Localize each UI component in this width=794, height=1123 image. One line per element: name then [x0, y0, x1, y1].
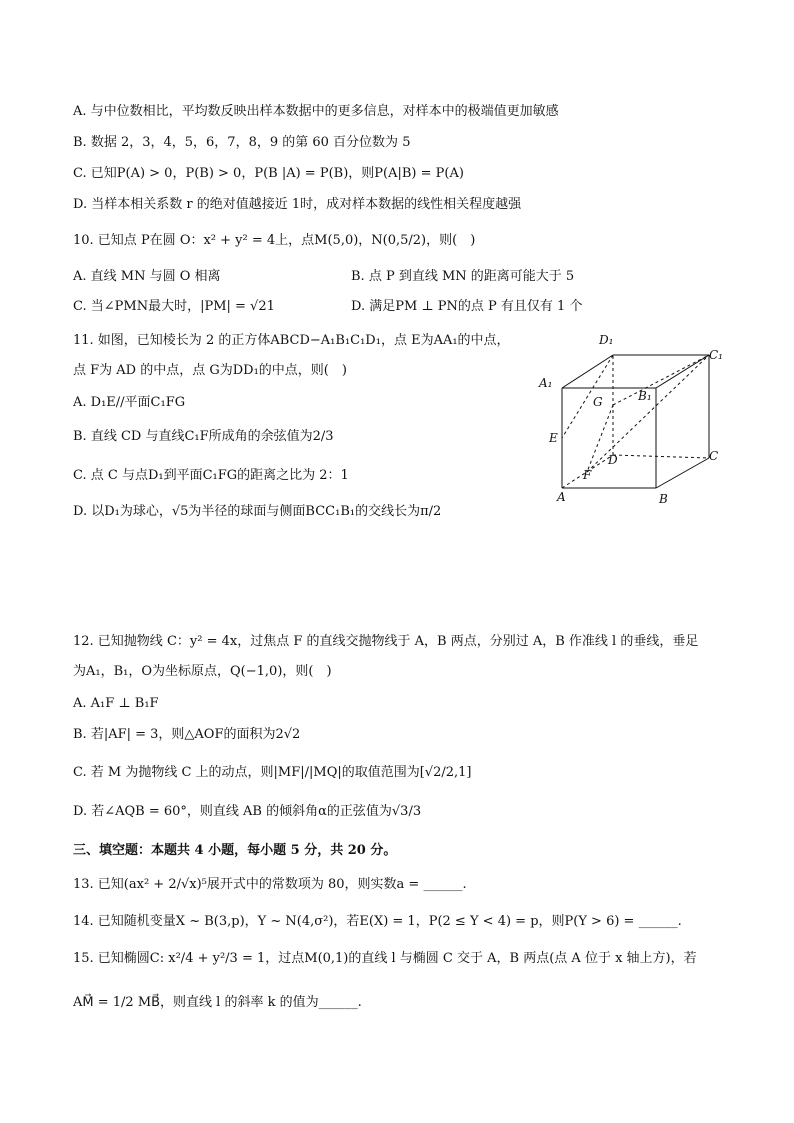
- option-12b: B. 若|AF| = 3，则△AOF的面积为2√2: [73, 727, 301, 742]
- cube-figure: [525, 325, 735, 515]
- question-12-stem-cont: 为A₁，B₁，O为坐标原点，Q(−1,0)，则( ): [73, 664, 332, 679]
- label-C1: C₁: [709, 348, 723, 362]
- edge-A1-D1: [562, 355, 613, 388]
- edge-D-C: [613, 455, 709, 458]
- label-C: C: [709, 449, 719, 463]
- option-11b: B. 直线 CD 与直线C₁F所成角的余弦值为2/3: [73, 429, 334, 444]
- option-10c: C. 当∠PMN最大时，|PM| = √21: [73, 299, 275, 314]
- label-A1: A₁: [539, 376, 553, 390]
- option-9a: A. 与中位数相比，平均数反映出样本数据中的更多信息，对样本中的极端值更加敏感: [73, 104, 559, 119]
- option-12a: A. A₁F ⊥ B₁F: [73, 696, 159, 711]
- label-F: F: [583, 468, 592, 482]
- option-10a: A. 直线 MN 与圆 O 相离: [73, 269, 221, 284]
- question-12-stem: 12. 已知抛物线 C：y² = 4x，过焦点 F 的直线交抛物线于 A，B 两点，分别过 A，B 作准线 l 的垂线，垂足: [73, 634, 699, 649]
- edge-B-C: [656, 458, 709, 488]
- option-11d: D. 以D₁为球心，√5为半径的球面与侧面BCC₁B₁的交线长为π/2: [73, 504, 442, 519]
- option-12c: C. 若 M 为抛物线 C 上的动点，则|MF|/|MQ|的取值范围为[√2/2,1]: [73, 765, 472, 780]
- question-14: 14. 已知随机变量X ~ B(3,p)，Y ~ N(4,σ²)，若E(X) = 1，P(2 ≤ Y < 4) = p，则P(Y > 6) = ______.: [73, 914, 682, 929]
- seg-D1-E: [562, 355, 613, 438]
- label-B1: B₁: [638, 389, 652, 403]
- label-G: G: [593, 395, 603, 409]
- option-12d: D. 若∠AQB = 60°，则直线 AB 的倾斜角α的正弦值为√3/3: [73, 804, 422, 819]
- label-D1: D₁: [599, 333, 614, 347]
- section-heading: 三、填空题：本题共 4 小题，每小题 5 分，共 20 分。: [73, 843, 397, 858]
- label-B: B: [659, 492, 668, 506]
- seg-F-C1: [587, 355, 709, 472]
- option-10d: D. 满足PM ⊥ PN的点 P 有且仅有 1 个: [351, 299, 583, 314]
- edge-B1-C1: [656, 355, 709, 388]
- seg-G-C1: [613, 355, 709, 405]
- question-15-cont: AM⃗ = 1/2 MB⃗，则直线 l 的斜率 k 的值为______.: [73, 995, 362, 1010]
- option-10b: B. 点 P 到直线 MN 的距离可能大于 5: [351, 269, 575, 284]
- option-11c: C. 点 C 与点D₁到平面C₁FG的距离之比为 2：1: [73, 468, 349, 483]
- label-A: A: [557, 490, 566, 504]
- question-11-stem: 11. 如图，已知棱长为 2 的正方体ABCD−A₁B₁C₁D₁，点 E为AA₁的中点，: [73, 333, 510, 348]
- option-11a: A. D₁E//平面C₁FG: [73, 395, 186, 410]
- question-13: 13. 已知(ax² + 2/√x)⁵展开式中的常数项为 80，则实数a = ______.: [73, 877, 467, 892]
- question-10-stem: 10. 已知点 P在圆 O：x² + y² = 4上，点M(5,0)，N(0,5/2)，则( ): [73, 233, 476, 248]
- option-9c: C. 已知P(A) > 0，P(B) > 0，P(B |A) = P(B)，则P(A|B) = P(A): [73, 166, 464, 181]
- label-D: D: [608, 453, 618, 467]
- label-E: E: [549, 431, 558, 445]
- option-9b: B. 数据 2，3，4，5，6，7，8，9 的第 60 百分位数为 5: [73, 135, 411, 150]
- question-15: 15. 已知椭圆C: x²/4 + y²/3 = 1，过点M(0,1)的直线 l 与椭圆 C 交于 A，B 两点(点 A 位于 x 轴上方)，若: [73, 951, 697, 966]
- question-11-stem-cont: 点 F为 AD 的中点，点 G为DD₁的中点，则( ): [73, 363, 347, 378]
- option-9d: D. 当样本相关系数 r 的绝对值越接近 1时，成对样本数据的线性相关程度越强: [73, 197, 522, 212]
